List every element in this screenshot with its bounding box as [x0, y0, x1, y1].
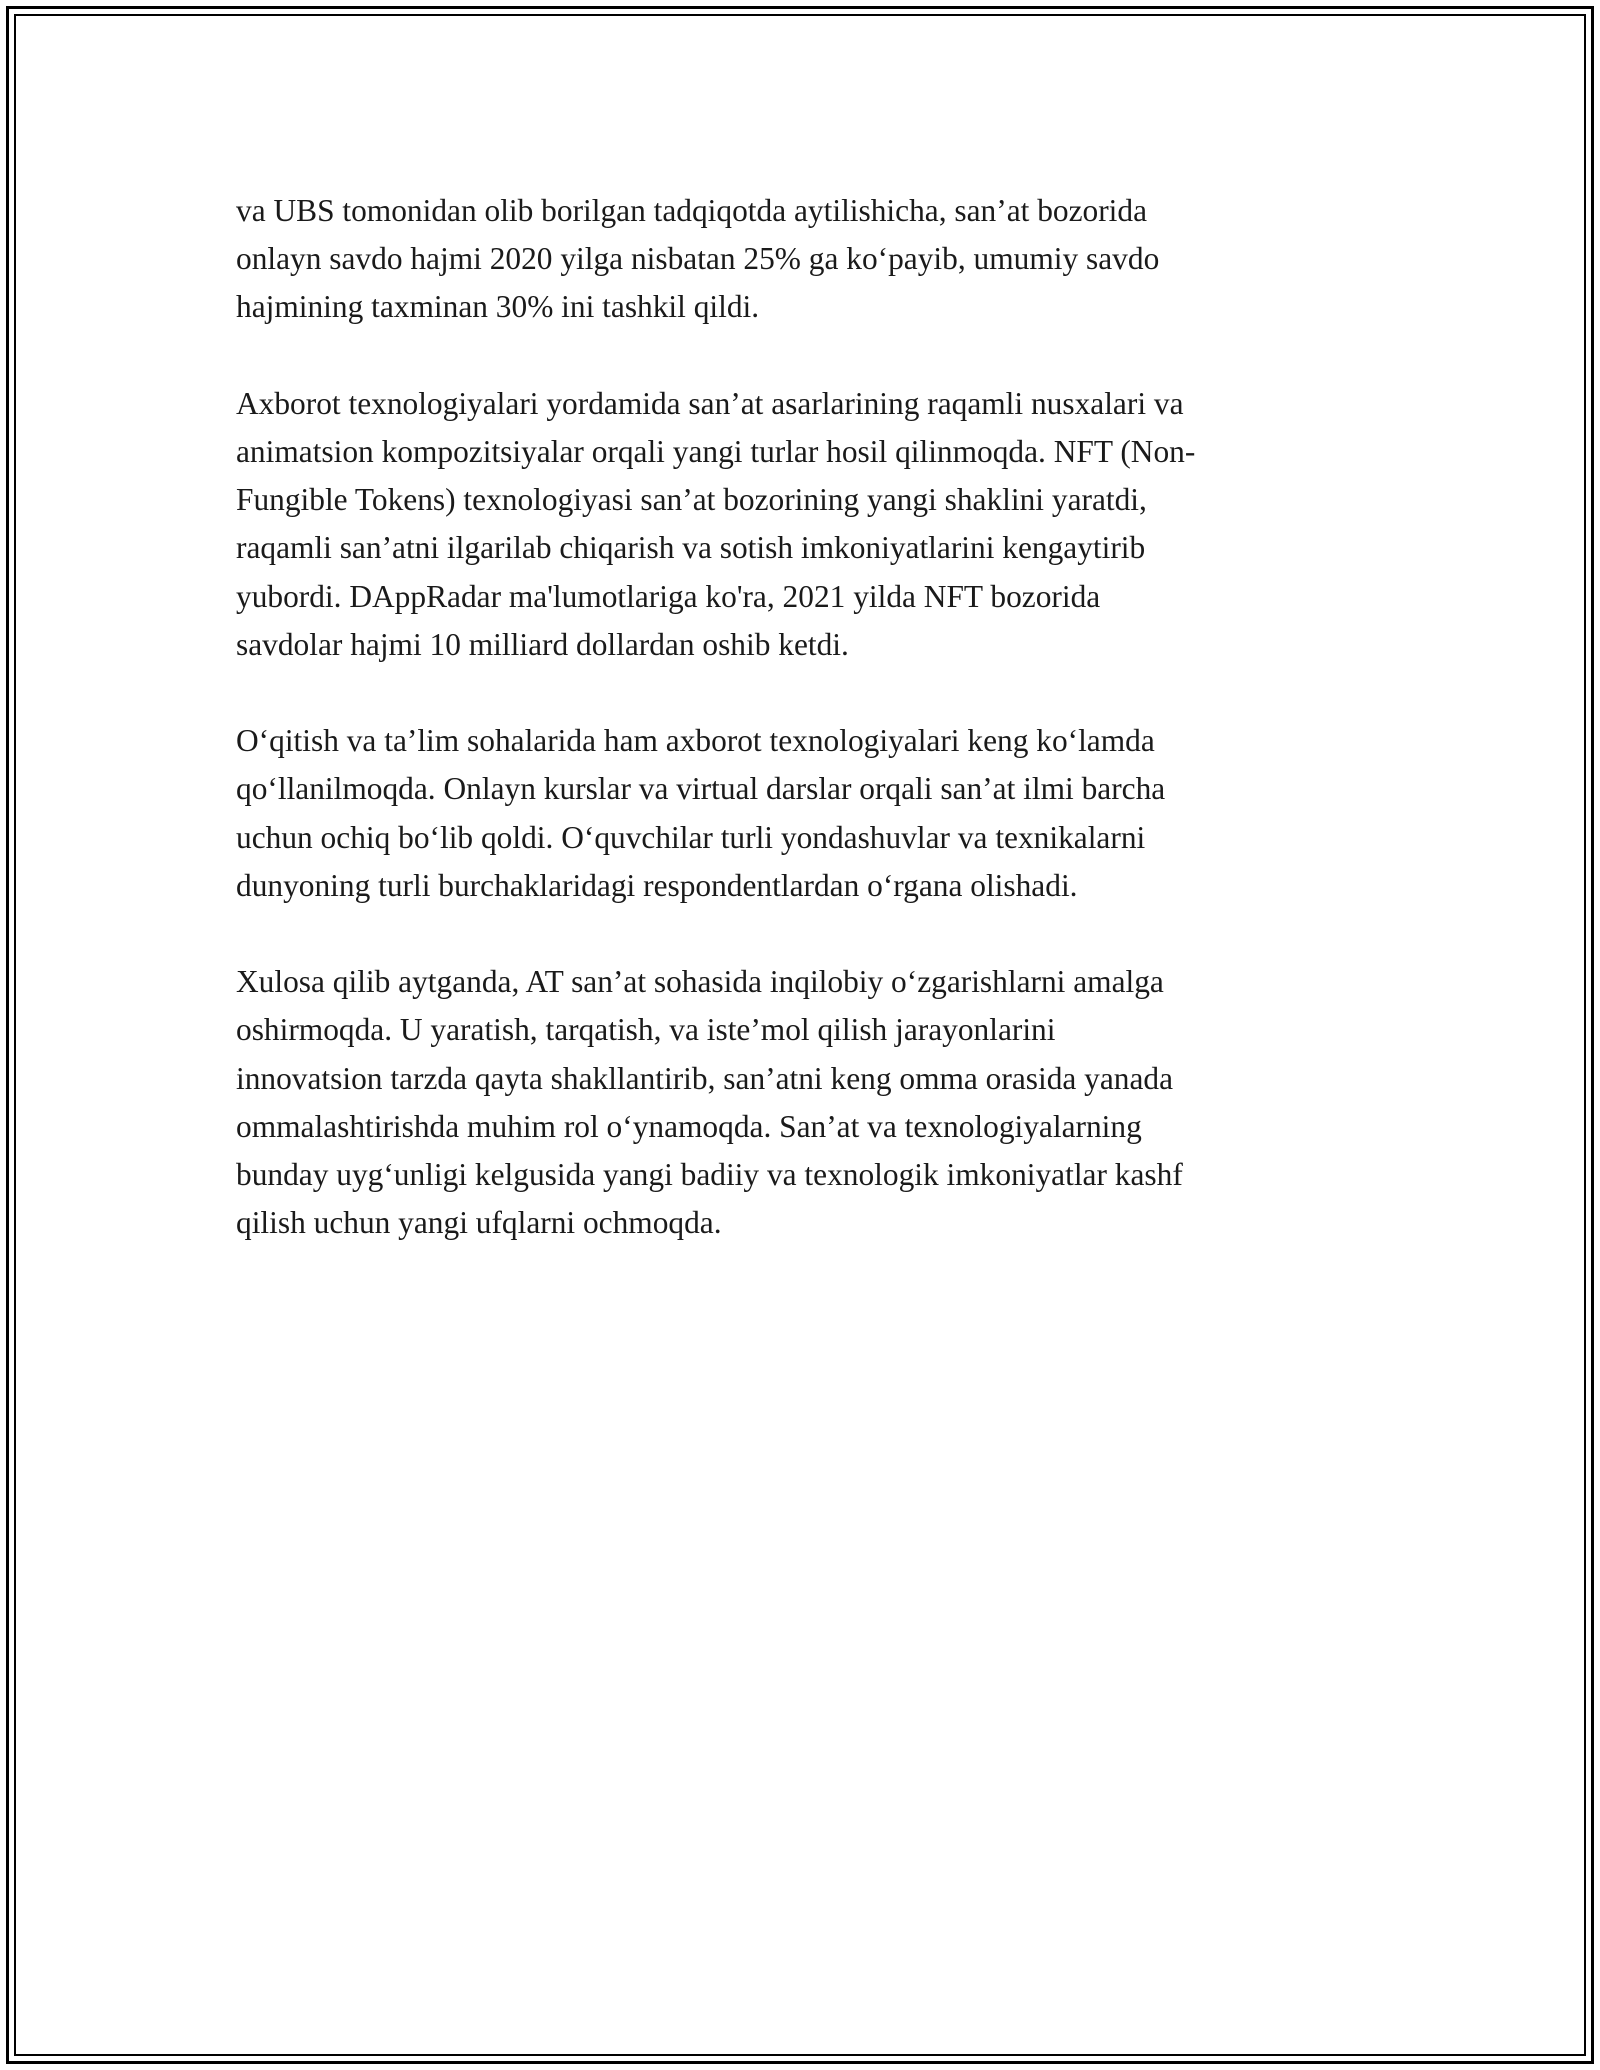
text-line: Xulosa qilib aytganda, AT san’at sohasida inqilobiy o‘zgarishlarni amalga [236, 964, 1164, 1000]
text-line: qilish uchun yangi ufqlarni ochmoqda. [236, 1205, 722, 1241]
text-line: va UBS tomonidan olib borilgan tadqiqotda aytilishicha, san’at bozorida [236, 193, 1148, 228]
paragraph-education [236, 717, 1376, 910]
paragraph-nft [236, 380, 1376, 669]
text-line: innovatsion tarzda qayta shakllantirib, san’atni keng omma orasida yanada [236, 1060, 1174, 1096]
text-line: raqamli san’atni ilgarilab chiqarish va sotish imkoniyatlarini kengaytirib [236, 530, 1146, 566]
text-line: onlayn savdo hajmi 2020 yilga nisbatan 25% ga ko‘payib, umumiy savdo [236, 241, 1160, 277]
text-line: ommalashtirishda muhim rol o‘ynamoqda. San’at va texnologiyalarning [236, 1108, 1142, 1144]
text-line: O‘qitish va ta’lim sohalarida ham axborot texnologiyalari keng ko‘lamda [236, 723, 1155, 759]
paragraph-conclusion [236, 958, 1376, 1247]
text-line: Axborot texnologiyalari yordamida san’at asarlarining raqamli nusxalari va [236, 385, 1184, 421]
text-line: Fungible Tokens) texnologiyasi san’at bozorining yangi shaklini yaratdi, [236, 482, 1147, 518]
text-line: oshirmoqda. U yaratish, tarqatish, va iste’mol qilish jarayonlarini [236, 1012, 1056, 1048]
text-line: uchun ochiq bo‘lib qoldi. O‘quvchilar turli yondashuvlar va texnikalarni [236, 819, 1146, 855]
text-line: hajmining taxminan 30% ini tashkil qildi. [236, 289, 760, 325]
text-line: animatsion kompozitsiyalar orqali yangi turlar hosil qilinmoqda. NFT (Non- [236, 434, 1196, 469]
text-line: dunyoning turli burchaklaridagi respondentlardan o‘rgana olishadi. [236, 867, 1078, 903]
text-line: bunday uyg‘unligi kelgusida yangi badiiy va texnologik imkoniyatlar kashf [236, 1157, 1183, 1193]
text-line: savdolar hajmi 10 milliard dollardan oshib ketdi. [236, 626, 849, 662]
text-line: qo‘llanilmoqda. Onlayn kurslar va virtual darslar orqali san’at ilmi barcha [236, 771, 1166, 807]
paragraph-online-sales [236, 187, 1376, 332]
text-line: yubordi. DAppRadar ma'lumotlariga ko'ra, 2021 yilda NFT bozorida [236, 578, 1101, 614]
document-body [236, 187, 1376, 1296]
